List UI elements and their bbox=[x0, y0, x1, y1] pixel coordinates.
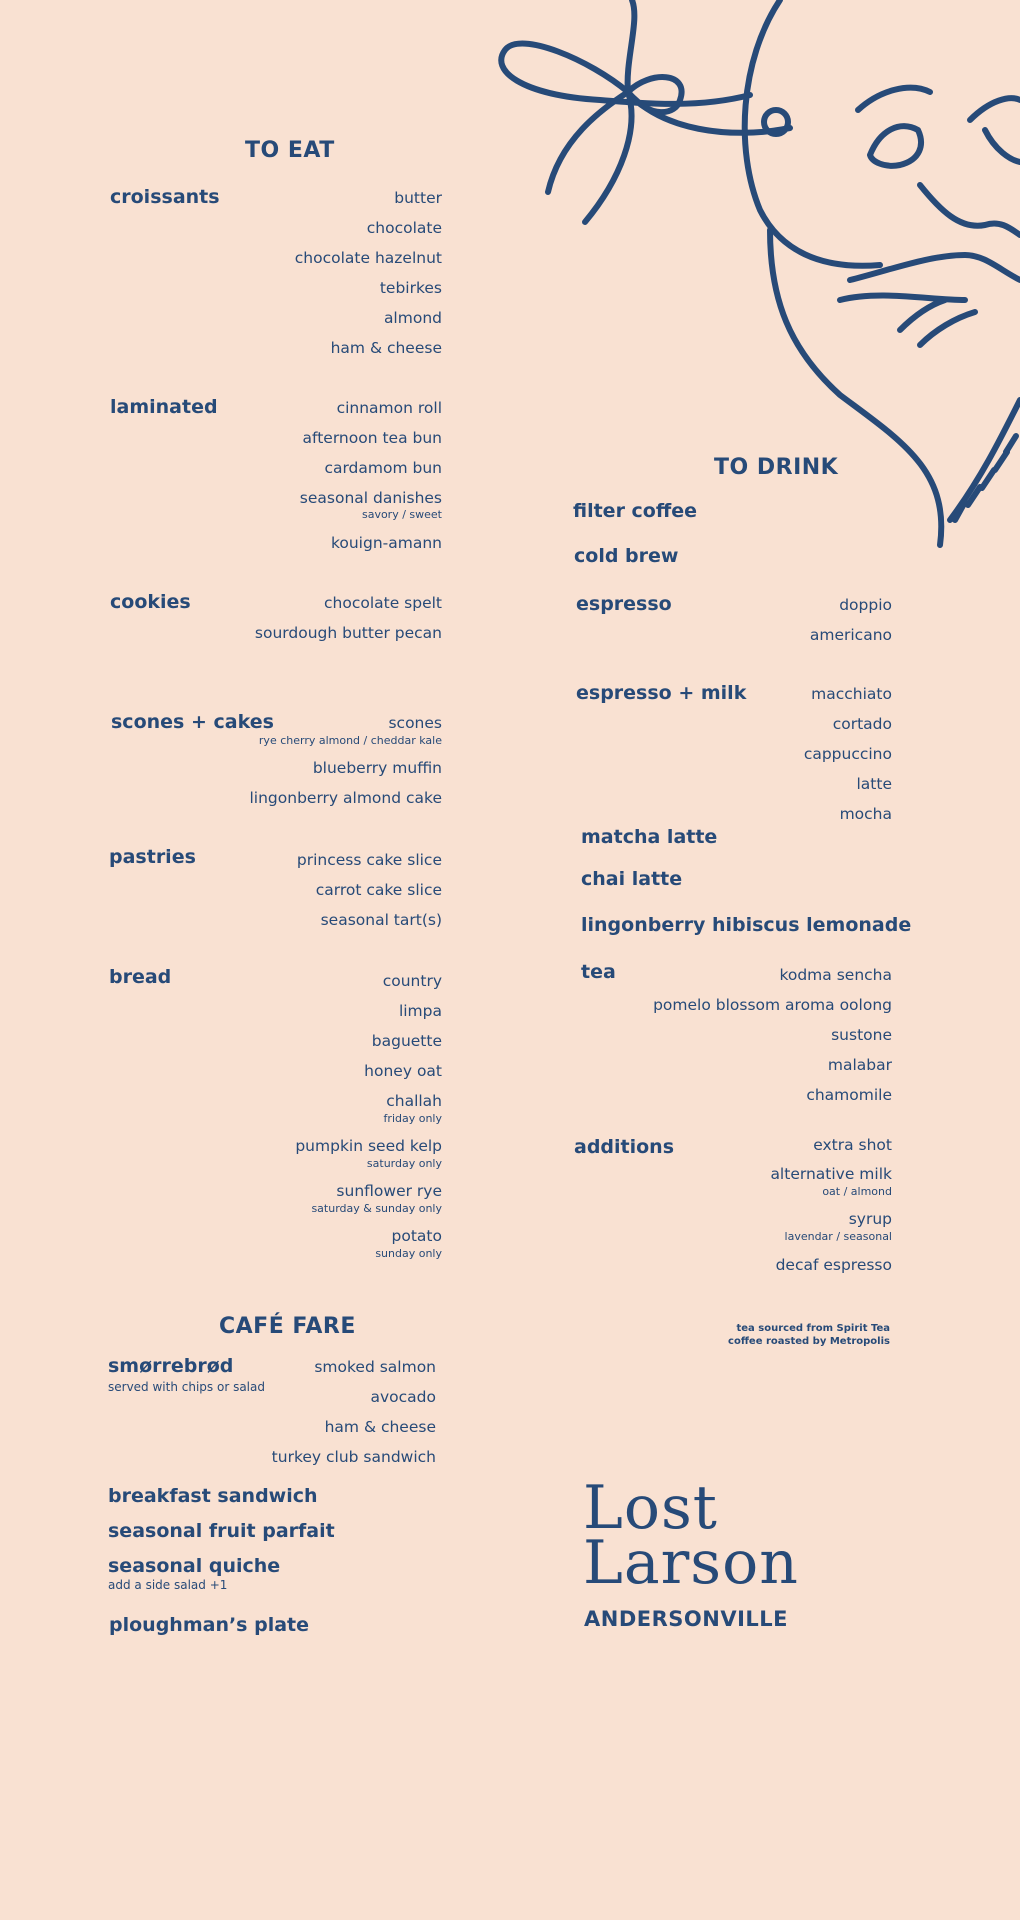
syrup-note: lavendar / seasonal bbox=[784, 1230, 892, 1243]
laminated-item: kouign-amann bbox=[330, 534, 442, 552]
tea-item: pomelo blossom aroma oolong bbox=[653, 996, 892, 1014]
croissant-item: almond bbox=[383, 309, 442, 327]
smorrebrod-note: served with chips or salad bbox=[108, 1380, 265, 1394]
espresso-milk-item: latte bbox=[856, 775, 892, 793]
bread-item: potato bbox=[391, 1227, 442, 1245]
quiche-note: add a side salad +1 bbox=[108, 1578, 228, 1592]
bread-note: saturday only bbox=[366, 1157, 442, 1170]
smorrebrod-item: avocado bbox=[370, 1388, 436, 1406]
pastry-item: princess cake slice bbox=[296, 851, 442, 869]
pastry-item: seasonal tart(s) bbox=[320, 911, 442, 929]
quiche-item: seasonal quiche bbox=[108, 1555, 281, 1577]
espresso-milk-category: espresso + milk bbox=[576, 682, 747, 704]
to-eat-heading: TO EAT bbox=[245, 138, 335, 163]
tea-item: malabar bbox=[827, 1056, 892, 1074]
addition-item: decaf espresso bbox=[775, 1256, 892, 1274]
brand-logo-line2: Larson bbox=[583, 1528, 799, 1598]
ploughmans-item: ploughman’s plate bbox=[109, 1614, 310, 1636]
bread-item: challah bbox=[386, 1092, 442, 1110]
espresso-milk-item: macchiato bbox=[811, 685, 892, 703]
pastry-item: carrot cake slice bbox=[315, 881, 442, 899]
espresso-item: doppio bbox=[839, 596, 892, 614]
location-label: ANDERSONVILLE bbox=[584, 1607, 789, 1631]
additions-category: additions bbox=[574, 1136, 675, 1158]
laminated-item: cinnamon roll bbox=[336, 399, 442, 417]
scones-cakes-item: blueberry muffin bbox=[312, 759, 442, 777]
bread-item: country bbox=[382, 972, 442, 990]
cookie-item: sourdough butter pecan bbox=[254, 624, 442, 642]
scones-cakes-item: lingonberry almond cake bbox=[249, 789, 442, 807]
bread-note: friday only bbox=[383, 1112, 442, 1125]
laminated-item: afternoon tea bun bbox=[302, 429, 442, 447]
croissant-item: butter bbox=[394, 189, 442, 207]
scones-cakes-category: scones + cakes bbox=[111, 711, 274, 733]
bread-category: bread bbox=[109, 966, 172, 988]
addition-item: alternative milk bbox=[770, 1165, 892, 1183]
chai-latte-item: chai latte bbox=[581, 868, 683, 890]
scones-cakes-item: scones bbox=[388, 714, 442, 732]
addition-item: extra shot bbox=[813, 1136, 892, 1154]
cold-brew-item: cold brew bbox=[574, 545, 679, 567]
croissants-category: croissants bbox=[110, 186, 220, 208]
espresso-item: americano bbox=[809, 626, 892, 644]
laminated-item: seasonal danishes bbox=[299, 489, 442, 507]
fruit-parfait-item: seasonal fruit parfait bbox=[108, 1520, 335, 1542]
bearded-man-line-drawing-icon bbox=[0, 0, 1020, 560]
bread-item: baguette bbox=[371, 1032, 442, 1050]
bread-note: saturday & sunday only bbox=[311, 1202, 442, 1215]
cookies-category: cookies bbox=[110, 591, 191, 613]
scones-note: rye cherry almond / cheddar kale bbox=[258, 734, 442, 747]
tea-category: tea bbox=[581, 961, 616, 983]
milk-note: oat / almond bbox=[822, 1185, 892, 1198]
espresso-category: espresso bbox=[576, 593, 672, 615]
laminated-item: cardamom bun bbox=[324, 459, 442, 477]
danishes-note: savory / sweet bbox=[361, 508, 442, 521]
croissant-item: chocolate hazelnut bbox=[294, 249, 442, 267]
cafe-fare-heading: CAFÉ FARE bbox=[219, 1314, 356, 1339]
lemonade-item: lingonberry hibiscus lemonade bbox=[581, 914, 912, 936]
tea-credit: tea sourced from Spirit Tea bbox=[736, 1323, 890, 1334]
brand-logo-line1: Lost bbox=[583, 1473, 718, 1543]
filter-coffee-item: filter coffee bbox=[573, 500, 698, 522]
coffee-credit: coffee roasted by Metropolis bbox=[728, 1336, 890, 1347]
bread-item: honey oat bbox=[364, 1062, 442, 1080]
espresso-milk-item: cortado bbox=[832, 715, 892, 733]
matcha-latte-item: matcha latte bbox=[581, 826, 718, 848]
to-drink-heading: TO DRINK bbox=[714, 455, 839, 480]
croissant-item: ham & cheese bbox=[330, 339, 442, 357]
bread-item: pumpkin seed kelp bbox=[295, 1137, 442, 1155]
smorrebrod-category: smørrebrød bbox=[108, 1355, 234, 1377]
pastries-category: pastries bbox=[109, 846, 196, 868]
smorrebrod-item: turkey club sandwich bbox=[271, 1448, 436, 1466]
addition-item: syrup bbox=[848, 1210, 892, 1228]
smorrebrod-item: smoked salmon bbox=[314, 1358, 436, 1376]
tea-item: sustone bbox=[831, 1026, 892, 1044]
laminated-category: laminated bbox=[110, 396, 218, 418]
smorrebrod-item: ham & cheese bbox=[324, 1418, 436, 1436]
tea-item: chamomile bbox=[806, 1086, 892, 1104]
espresso-milk-item: mocha bbox=[839, 805, 892, 823]
croissant-item: tebirkes bbox=[379, 279, 442, 297]
bread-note: sunday only bbox=[375, 1247, 442, 1260]
croissant-item: chocolate bbox=[366, 219, 442, 237]
breakfast-sandwich-item: breakfast sandwich bbox=[108, 1485, 318, 1507]
bread-item: limpa bbox=[398, 1002, 442, 1020]
tea-item: kodma sencha bbox=[779, 966, 892, 984]
espresso-milk-item: cappuccino bbox=[803, 745, 892, 763]
cookie-item: chocolate spelt bbox=[323, 594, 442, 612]
bread-item: sunflower rye bbox=[336, 1182, 442, 1200]
